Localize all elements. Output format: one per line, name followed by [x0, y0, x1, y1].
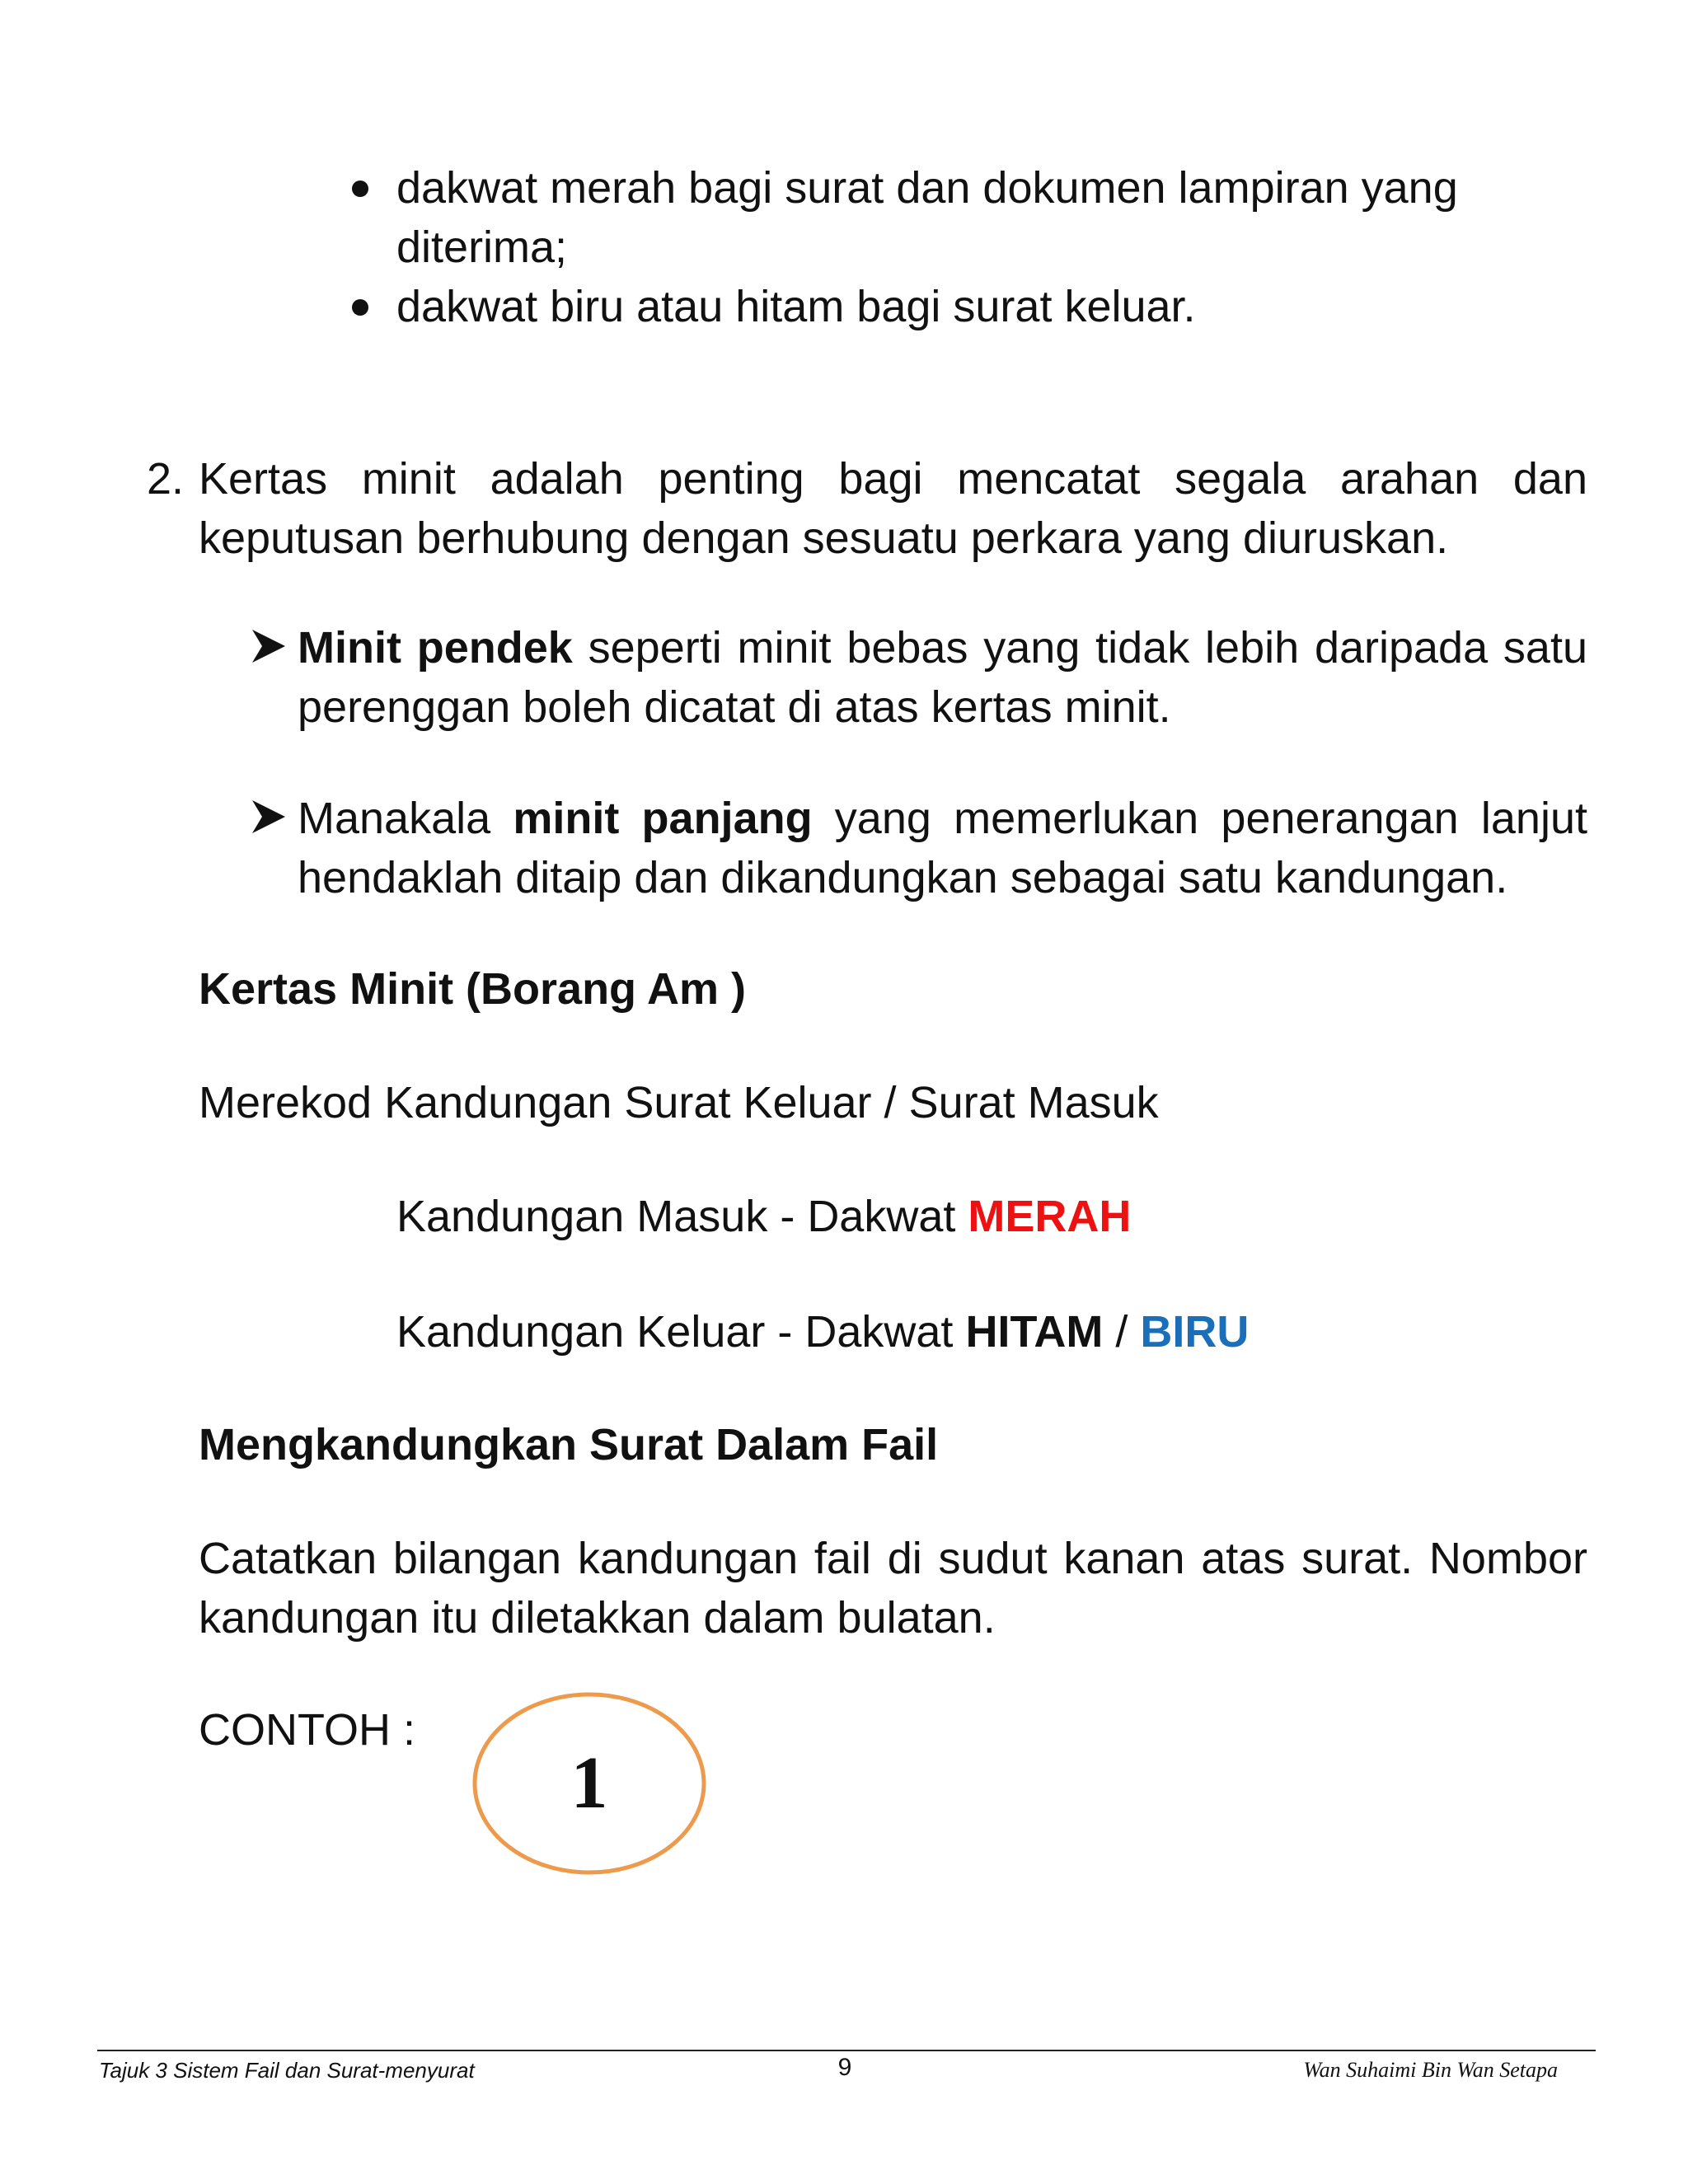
term-minit-pendek: Minit pendek: [298, 623, 573, 673]
bullet-dot-icon: [352, 180, 368, 197]
footer-page-number: 9: [837, 2054, 852, 2081]
arrow-item-minit-panjang: [298, 789, 1587, 907]
bullet-dot-icon: [352, 299, 368, 316]
footer-author: Wan Suhaimi Bin Wan Setapa: [1303, 2058, 1558, 2082]
arrow-bullet-icon: [251, 799, 287, 835]
footer-divider: [97, 2050, 1596, 2051]
word-biru: BIRU: [1140, 1307, 1250, 1357]
arrow-item-text: seperti minit bebas yang tidak lebih daripada satu perenggan boleh dicatat di atas kertas minit.: [298, 623, 1587, 732]
word-hitam: HITAM: [965, 1307, 1104, 1357]
kandungan-masuk-line: [396, 1187, 1131, 1246]
kandungan-masuk-label: Kandungan Masuk - Dakwat: [396, 1192, 968, 1241]
arrow-item-minit-pendek: [298, 618, 1587, 737]
bullet-item-1: dakwat merah bagi surat dan dokumen lampiran yang diterima;: [396, 163, 1458, 272]
list-number-2: 2.: [147, 454, 185, 504]
term-minit-panjang: minit panjang: [513, 794, 813, 843]
heading-mengkandungkan: Mengkandungkan Surat Dalam Fail: [199, 1420, 939, 1469]
kandungan-keluar-line: [396, 1302, 1249, 1361]
example-label: CONTOH :: [199, 1705, 416, 1755]
example-number: 1: [570, 1742, 608, 1824]
record-line: Merekod Kandungan Surat Keluar / Surat Masuk: [199, 1078, 1159, 1127]
arrow-bullet-icon: [251, 628, 287, 664]
kandungan-keluar-label: Kandungan Keluar - Dakwat: [396, 1307, 966, 1357]
arrow-item-pre: Manakala: [298, 794, 513, 843]
word-merah: MERAH: [968, 1192, 1132, 1241]
footer-topic: Tajuk 3 Sistem Fail dan Surat-menyurat: [99, 2058, 475, 2083]
instruction-paragraph: Catatkan bilangan kandungan fail di sudut kanan atas surat. Nombor kandungan itu diletakkan dalam bulatan.: [199, 1534, 1587, 1643]
bullet-item-2: dakwat biru atau hitam bagi surat keluar.: [396, 282, 1196, 331]
arrow-item-text: yang memerlukan penerangan lanjut hendaklah ditaip dan dikandungkan sebagai satu kandungan.: [298, 794, 1587, 902]
slash-separator: /: [1103, 1307, 1141, 1357]
numbered-paragraph-2: Kertas minit adalah penting bagi mencatat segala arahan dan keputusan berhubung dengan sesuatu perkara yang diuruskan.: [199, 454, 1587, 563]
heading-kertas-minit: Kertas Minit (Borang Am ): [199, 964, 747, 1014]
